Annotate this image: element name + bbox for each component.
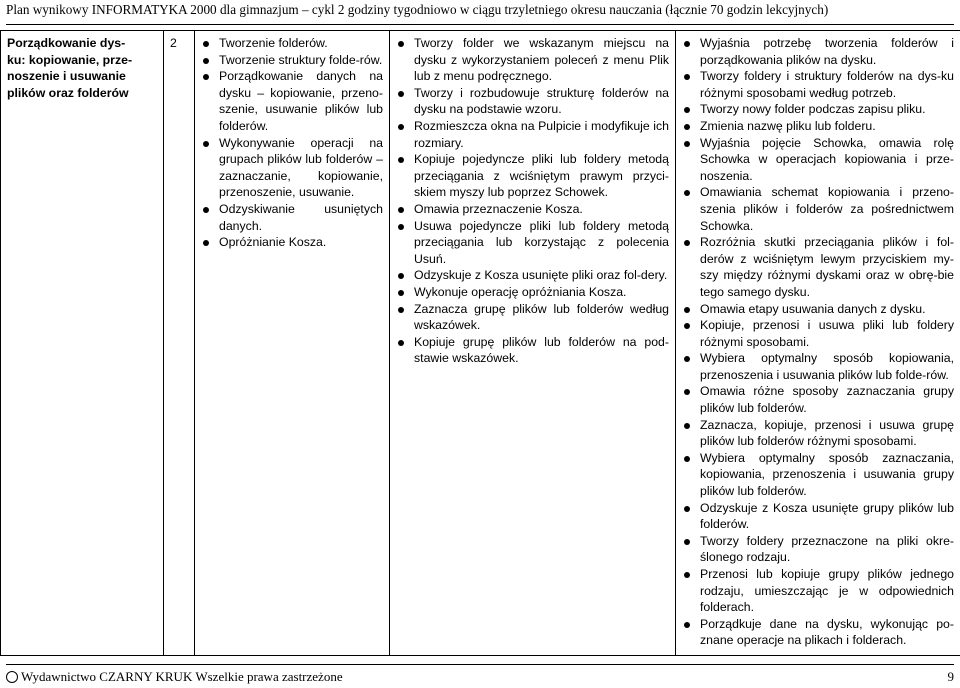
list-item: Rozmieszcza okna na Pulpicie i modyfikuje ich rozmiary. [396,118,669,151]
list-item: Odzyskiwanie usuniętych danych. [201,201,383,234]
basic-requirements-cell [390,31,676,656]
page-number: 9 [947,669,954,684]
list-item: Tworzy folder we wskazanym miejscu na dysku z wykorzystaniem poleceń z menu Plik lub z menu podręcznego. [396,35,669,85]
list-item: Wyjaśnia potrzebę tworzenia folderów i porządkowania plików na dysku. [682,35,954,68]
content-cell [195,31,390,656]
list-item: Tworzenie struktury folde-rów. [201,52,383,69]
list-item: Przenosi lub kopiuje grupy plików jednego rodzaju, umieszczając je w odpowiednich folderach. [682,566,954,616]
list-item: Kopiuje, przenosi i usuwa pliki lub foldery różnymi sposobami. [682,317,954,350]
footer-divider [6,664,954,665]
list-item: Zaznacza, kopiuje, przenosi i usuwa grupę plików lub folderów różnymi sposobami. [682,417,954,450]
list-item: Wybiera optymalny sposób kopiowania, przenoszenia i usuwania plików lub folde-rów. [682,350,954,383]
list-item: Tworzenie folderów. [201,35,383,52]
copyright-text: Wydawnictwo CZARNY KRUK Wszelkie prawa zastrzeżone [21,669,343,684]
list-item: Kopiuje grupę plików lub folderów na pod-stawie wskazówek. [396,334,669,367]
list-item: Usuwa pojedyncze pliki lub foldery metodą przeciągania lub korzystając z polecenia Usuń. [396,218,669,268]
curriculum-table [0,30,960,656]
list-item: Opróżnianie Kosza. [201,234,383,251]
header-divider [6,24,954,25]
list-item: Odzyskuje z Kosza usunięte grupy plików lub folderów. [682,500,954,533]
list-item: Wybiera optymalny sposób zaznaczania, kopiowania, przenoszenia i usuwania grupy plików lub folderów. [682,450,954,500]
copyright-icon [6,671,18,683]
list-item: Tworzy foldery i struktury folderów na dys-ku różnymi sposobami według potrzeb. [682,68,954,101]
page-header: Plan wynikowy INFORMATYKA 2000 dla gimnazjum – cykl 2 godziny tygodniowo w ciągu trzyletniego okresu nauczania (łącznie 70 godzin lekcyjnych) [6,2,829,17]
list-item: Porządkuje dane na dysku, wykonując po-znane operacje na plikach i folderach. [682,616,954,649]
topic-cell [1,31,164,656]
list-item: Tworzy nowy folder podczas zapisu pliku. [682,101,954,118]
list-item: Wykonywanie operacji na grupach plików lub folderów – zaznaczanie, kopiowanie, przenoszenie, usuwanie. [201,135,383,201]
extended-requirements-cell [676,31,960,656]
topic-line: noszenie i usuwanie [7,69,126,84]
list-item: Tworzy i rozbudowuje strukturę folderów na dysku na podstawie wzoru. [396,85,669,118]
list-item: Omawia przeznaczenie Kosza. [396,201,669,218]
list-item: Porządkowanie danych na dysku – kopiowanie, przeno-szenie, usuwanie plików lub folderów. [201,68,383,134]
list-item: Rozróżnia skutki przeciągania plików i fol-derów z wciśniętym lewym przyciskiem my-szy między różnymi dyskami oraz w obrę-bie tego samego dysku. [682,234,954,300]
list-item: Omawia etapy usuwania danych z dysku. [682,301,954,318]
topic-line: ku: kopiowanie, prze- [7,52,133,67]
list-item: Kopiuje pojedyncze pliki lub foldery metodą przeciągania z wciśniętym prawym przyci-skiem myszy lub poprzez Schowek. [396,151,669,201]
page-footer [6,669,954,685]
list-item: Omawia różne sposoby zaznaczania grupy plików lub folderów. [682,383,954,416]
list-item: Zmienia nazwę pliku lub folderu. [682,118,954,135]
list-item: Tworzy foldery przeznaczone na pliki okre-ślonego rodzaju. [682,533,954,566]
list-item: Omawiania schemat kopiowania i przeno-szenia plików i folderów za pośrednictwem Schowka. [682,184,954,234]
list-item: Odzyskuje z Kosza usunięte pliki oraz fol-dery. [396,267,669,284]
topic-line: plików oraz folderów [7,85,129,100]
topic-line: Porządkowanie dys- [7,36,126,50]
list-item: Wyjaśnia pojęcie Schowka, omawia rolę Schowka w operacjach kopiowania i prze-noszenia. [682,135,954,185]
hours-cell: 2 [164,31,195,656]
table-row [1,31,960,656]
list-item: Wykonuje operację opróżniania Kosza. [396,284,669,301]
list-item: Zaznacza grupę plików lub folderów według wskazówek. [396,301,669,334]
